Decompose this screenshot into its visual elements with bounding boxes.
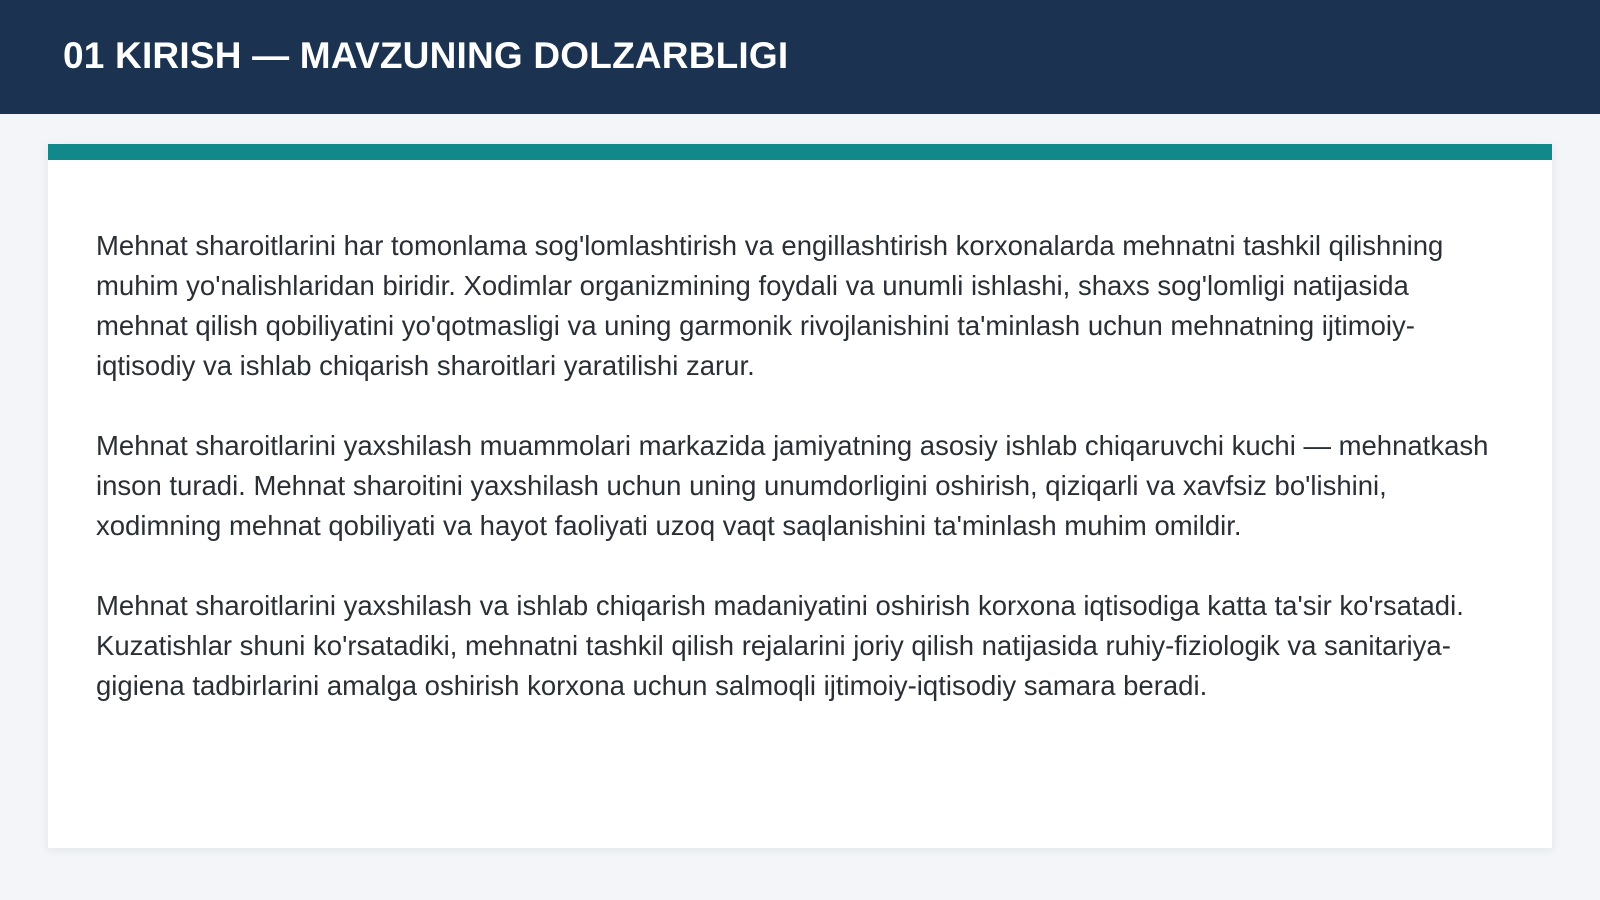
card-body (96, 226, 1506, 746)
slide-header (0, 0, 1600, 114)
paragraph-1: Mehnat sharoitlarini har tomonlama sog'lomlashtirish va engillashtirish korxonalarda mehnatni tashkil qilishning muhim yo'nalishlaridan biridir. Xodimlar organizmining foydali va unumli ishlashi, shaxs sog'lomligi natijasida mehnat qilish qobiliyatini yo'qotmasligi va uning garmonik rivojlanishini ta'minlash uchun mehnatning ijtimoiy-iqtisodiy va ishlab chiqarish sharoitlari yaratilishi zarur. (96, 230, 1444, 381)
paragraph-3: Mehnat sharoitlarini yaxshilash va ishlab chiqarish madaniyatini oshirish korxona iqtisodiga katta ta'sir ko'rsatadi. Kuzatishlar shuni ko'rsatadiki, mehnatni tashkil qilish rejalarini joriy qilish natijasida ruhiy-fiziologik va sanitariya-gigiena tadbirlarini amalga oshirish korxona uchun salmoqli ijtimoiy-iqtisodiy samara beradi. (96, 590, 1464, 701)
slide-title: 01 KIRISH — MAVZUNING DOLZARBLIGI (63, 35, 789, 76)
card-accent-bar (48, 144, 1552, 160)
paragraph-2: Mehnat sharoitlarini yaxshilash muammolari markazida jamiyatning asosiy ishlab chiqaruvchi kuchi — mehnatkash inson turadi. Mehnat sharoitini yaxshilash uchun uning unumdorligini oshirish, qiziqarli va xavfsiz bo'lishini, xodimning mehnat qobiliyati va hayot faoliyati uzoq vaqt saqlanishini ta'minlash muhim omildir. (96, 430, 1489, 541)
content-card (48, 144, 1552, 848)
